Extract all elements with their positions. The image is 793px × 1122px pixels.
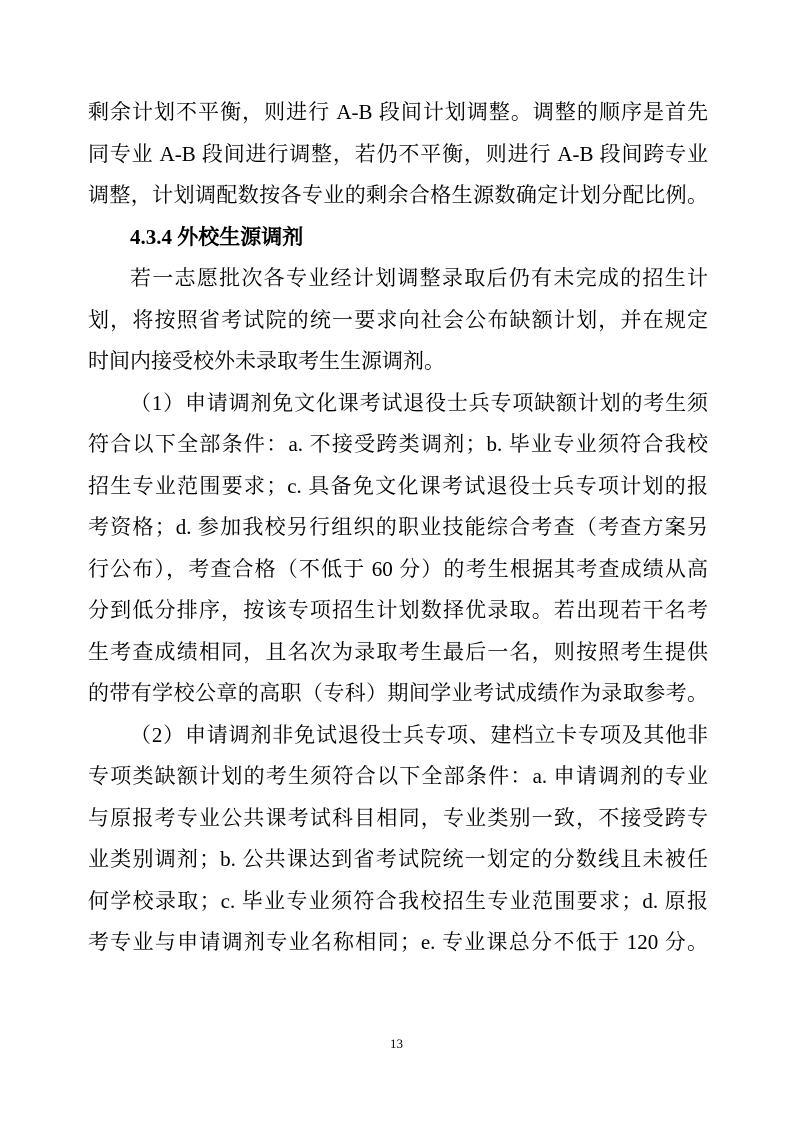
text-line: 专项类缺额计划的考生须符合以下全部条件：a. 申请调剂的专业 <box>88 764 708 788</box>
text-line: 业类别调剂；b. 公共课达到省考试院统一划定的分数线且未被任 <box>88 847 708 871</box>
text-line: 调整，计划调配数按各专业的剩余合格生源数确定计划分配比例。 <box>88 183 708 207</box>
text-line: 同专业 A-B 段间进行调整，若仍不平衡，则进行 A-B 段间跨专业 <box>88 141 708 166</box>
document-body <box>88 92 708 964</box>
page-number: 13 <box>390 1036 403 1051</box>
text-line: 行公布），考查合格（不低于 60 分）的考生根据其考查成绩从高 <box>88 556 708 581</box>
text-line: 招生专业范围要求；c. 具备免文化课考试退役士兵专项计划的报 <box>88 473 708 498</box>
text-line: （2）申请调剂非免试退役士兵专项、建档立卡专项及其他非 <box>130 722 708 747</box>
text-line: 划，将按照省考试院的统一要求向社会公布缺额计划，并在规定 <box>88 307 708 332</box>
text-line: 与原报考专业公共课考试科目相同，专业类别一致，不接受跨专 <box>88 805 708 830</box>
text-line: 若一志愿批次各专业经计划调整录取后仍有未完成的招生计 <box>130 266 708 290</box>
text-line: 符合以下全部条件：a. 不接受跨类调剂；b. 毕业专业须符合我校 <box>88 432 708 456</box>
text-line: 的带有学校公章的高职（专科）期间学业考试成绩作为录取参考。 <box>88 681 708 705</box>
text-line: 考专业与申请调剂专业名称相同；e. 专业课总分不低于 120 分。 <box>88 930 708 954</box>
text-line: 何学校录取；c. 毕业专业须符合我校招生专业范围要求；d. 原报 <box>88 888 708 913</box>
text-line: 剩余计划不平衡，则进行 A-B 段间计划调整。调整的顺序是首先 <box>88 100 708 124</box>
text-line: 分到低分排序，按该专项招生计划数择优录取。若出现若干名考 <box>88 598 708 622</box>
text-line: 时间内接受校外未录取考生生源调剂。 <box>88 349 445 373</box>
text-line: （1）申请调剂免文化课考试退役士兵专项缺额计划的考生须 <box>130 390 708 415</box>
section-heading: 4.3.4 外校生源调剂 <box>130 224 304 249</box>
text-line: 考资格；d. 参加我校另行组织的职业技能综合考查（考查方案另 <box>88 515 708 539</box>
text-line: 生考查成绩相同，且名次为录取考生最后一名，则按照考生提供 <box>88 639 708 664</box>
